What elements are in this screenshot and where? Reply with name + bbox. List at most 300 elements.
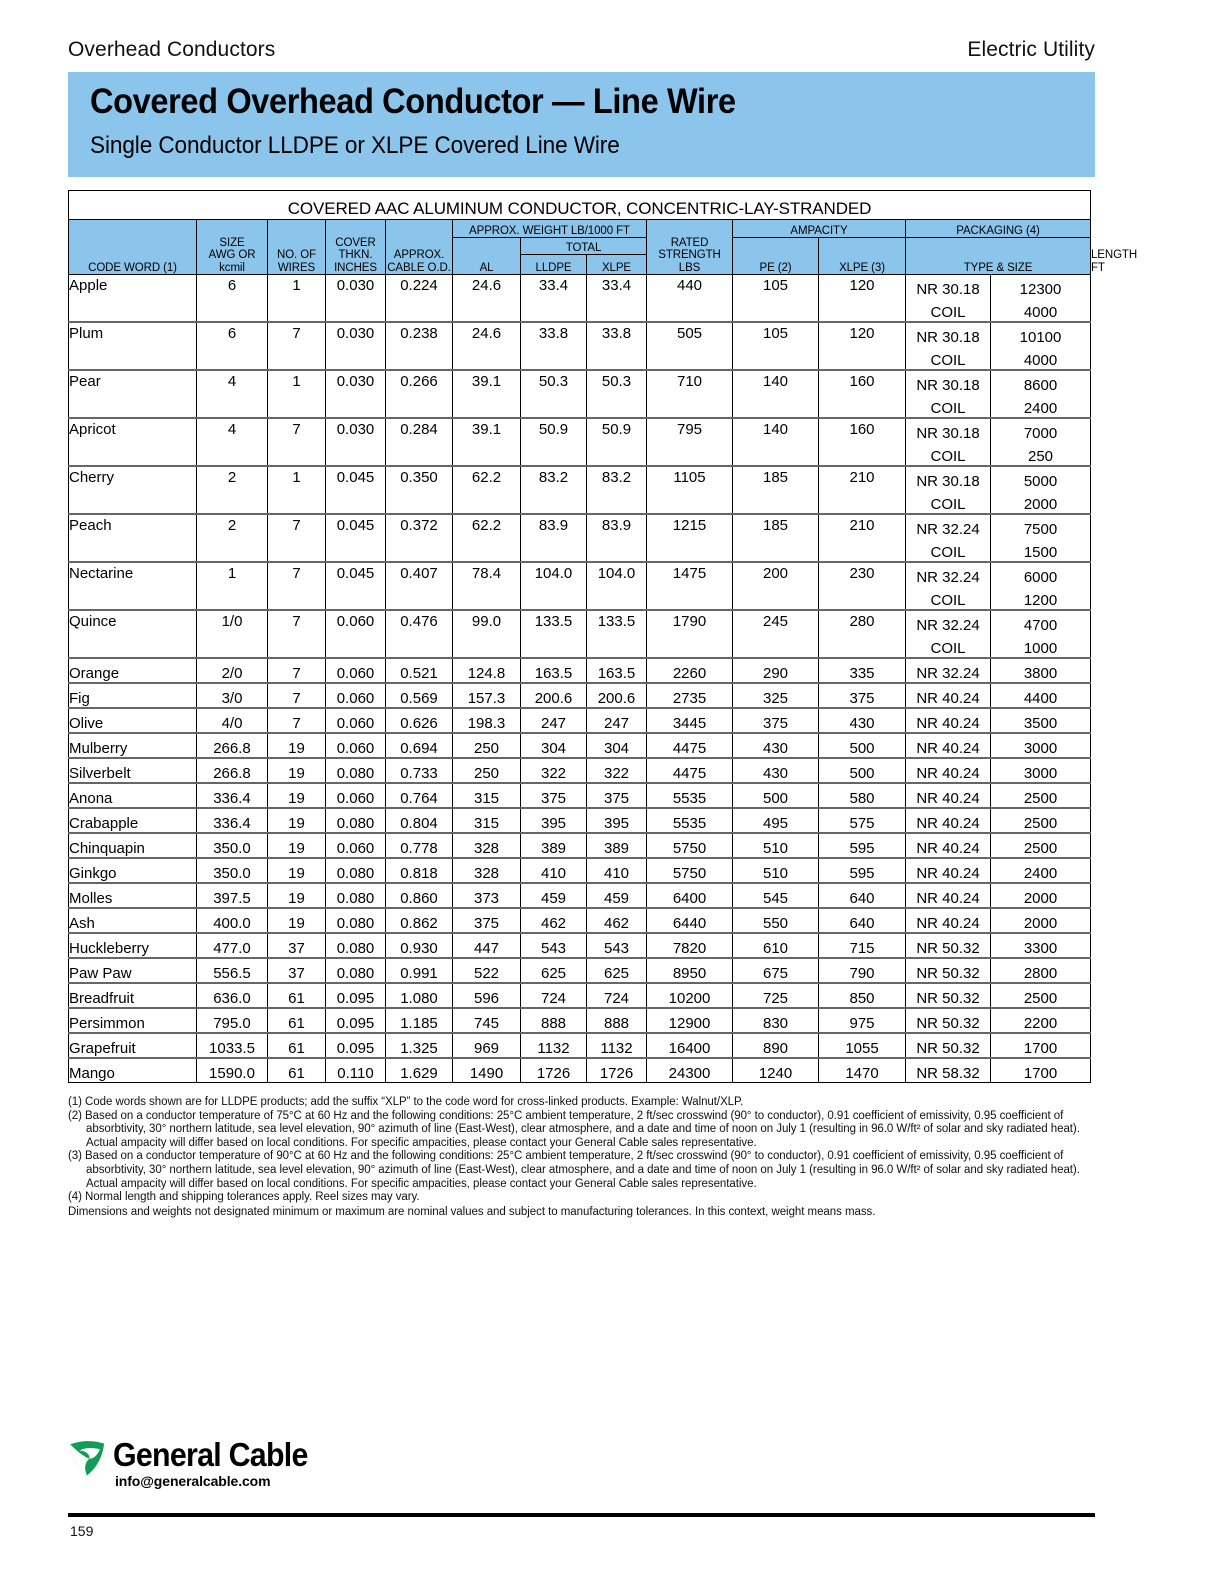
cell-strength: 795	[647, 418, 733, 466]
cell-pe: 725	[733, 983, 819, 1008]
cell-al: 124.8	[453, 658, 521, 683]
cell-xlpe-amp: 1055	[819, 1033, 906, 1058]
cell-package-type: NR 50.32	[906, 983, 991, 1008]
cell-xlpe-amp: 500	[819, 758, 906, 783]
cell-xlpe: 543	[587, 933, 647, 958]
cell-package-length: 2000	[991, 908, 1091, 933]
header-row-1	[69, 220, 1091, 238]
cell-strength: 1105	[647, 466, 733, 514]
cell-al: 596	[453, 983, 521, 1008]
cell-wires: 7	[268, 658, 326, 683]
cell-thkn: 0.030	[326, 322, 386, 370]
cell-strength: 1790	[647, 610, 733, 658]
spec-table	[68, 190, 1138, 1083]
cell-xlpe-amp: 335	[819, 658, 906, 683]
cell-package-type: NR 40.24	[906, 683, 991, 708]
cell-package-length-alt: 1000	[991, 634, 1091, 658]
cell-strength: 5535	[647, 808, 733, 833]
cell-size: 397.5	[197, 883, 268, 908]
table-row	[69, 758, 1091, 783]
cell-package-type: NR 50.32	[906, 1008, 991, 1033]
cell-strength: 5750	[647, 833, 733, 858]
cell-al: 373	[453, 883, 521, 908]
page-number: 159	[70, 1523, 94, 1539]
cell-xlpe-amp: 210	[819, 514, 906, 562]
col-header-size-line2: AWG OR	[208, 249, 256, 261]
cell-code-word: Anona	[69, 783, 197, 808]
table-row	[69, 658, 1091, 683]
cell-size: 556.5	[197, 958, 268, 983]
cell-xlpe: 200.6	[587, 683, 647, 708]
cell-strength: 710	[647, 370, 733, 418]
cell-strength: 12900	[647, 1008, 733, 1033]
cell-strength: 5750	[647, 858, 733, 883]
cell-pe: 290	[733, 658, 819, 683]
cell-od: 0.804	[386, 808, 453, 833]
cell-thkn: 0.095	[326, 983, 386, 1008]
cell-package-length: 2500	[991, 833, 1091, 858]
cell-wires: 7	[268, 562, 326, 610]
cell-xlpe: 1132	[587, 1033, 647, 1058]
cell-wires: 19	[268, 783, 326, 808]
cell-al: 157.3	[453, 683, 521, 708]
table-row	[69, 466, 1091, 490]
footnote-disclaimer: Dimensions and weights not designated minimum or maximum are nominal values and subject to manufacturing tolerances. In this context, weight means mass.	[68, 1205, 876, 1218]
cell-thkn: 0.080	[326, 858, 386, 883]
footnotes	[68, 1096, 1098, 1219]
cell-wires: 19	[268, 808, 326, 833]
cell-strength: 4475	[647, 733, 733, 758]
col-header-strength-line1: RATED	[670, 236, 709, 249]
cell-package-length: 2500	[991, 783, 1091, 808]
cell-od: 0.733	[386, 758, 453, 783]
cell-pe: 675	[733, 958, 819, 983]
cell-al: 328	[453, 858, 521, 883]
cell-size: 336.4	[197, 783, 268, 808]
cell-package-length: 2500	[991, 983, 1091, 1008]
cell-wires: 19	[268, 908, 326, 933]
cell-wires: 19	[268, 883, 326, 908]
cell-xlpe: 462	[587, 908, 647, 933]
cell-wires: 37	[268, 933, 326, 958]
col-header-type-size: TYPE & SIZE	[906, 238, 1091, 275]
running-head-left: Overhead Conductors	[68, 38, 276, 61]
cell-al: 375	[453, 908, 521, 933]
cell-lldpe: 33.8	[521, 322, 587, 370]
cell-xlpe-amp: 375	[819, 683, 906, 708]
cell-size: 1590.0	[197, 1058, 268, 1083]
cell-pe: 185	[733, 466, 819, 514]
cell-lldpe: 104.0	[521, 562, 587, 610]
cell-al: 62.2	[453, 466, 521, 514]
cell-xlpe-amp: 160	[819, 370, 906, 418]
cell-lldpe: 247	[521, 708, 587, 733]
cell-package-length: 6000	[991, 562, 1091, 586]
cell-lldpe: 83.2	[521, 466, 587, 514]
cell-size: 266.8	[197, 758, 268, 783]
cell-wires: 61	[268, 1058, 326, 1083]
cell-al: 250	[453, 733, 521, 758]
table-row	[69, 983, 1091, 1008]
group-header-total: TOTAL	[521, 238, 647, 255]
cell-lldpe: 375	[521, 783, 587, 808]
cell-code-word: Fig	[69, 683, 197, 708]
cell-xlpe: 389	[587, 833, 647, 858]
cell-xlpe-amp: 850	[819, 983, 906, 1008]
cell-thkn: 0.080	[326, 908, 386, 933]
cell-pe: 495	[733, 808, 819, 833]
cell-size: 2	[197, 514, 268, 562]
cell-package-length: 10100	[991, 322, 1091, 346]
table-row	[69, 783, 1091, 808]
cell-code-word: Orange	[69, 658, 197, 683]
cell-od: 0.862	[386, 908, 453, 933]
cell-thkn: 0.060	[326, 610, 386, 658]
table-row	[69, 958, 1091, 983]
cell-xlpe-amp: 280	[819, 610, 906, 658]
cell-xlpe: 459	[587, 883, 647, 908]
table-row	[69, 933, 1091, 958]
cell-xlpe: 1726	[587, 1058, 647, 1083]
cell-package-length: 3000	[991, 733, 1091, 758]
cell-package-type: NR 30.18	[906, 275, 991, 299]
cell-lldpe: 50.3	[521, 370, 587, 418]
table-row	[69, 833, 1091, 858]
cell-pe: 510	[733, 833, 819, 858]
cell-od: 0.476	[386, 610, 453, 658]
cell-od: 0.694	[386, 733, 453, 758]
cell-package-type: NR 32.24	[906, 658, 991, 683]
cell-al: 250	[453, 758, 521, 783]
cell-code-word: Apricot	[69, 418, 197, 466]
cell-xlpe: 375	[587, 783, 647, 808]
table-row	[69, 908, 1091, 933]
col-header-pe-ampacity: PE (2)	[733, 238, 819, 275]
cell-pe: 140	[733, 370, 819, 418]
cell-al: 39.1	[453, 370, 521, 418]
cell-size: 477.0	[197, 933, 268, 958]
page-subtitle: Single Conductor LLDPE or XLPE Covered Line Wire	[90, 132, 620, 159]
cell-xlpe: 50.3	[587, 370, 647, 418]
cell-wires: 7	[268, 708, 326, 733]
cell-pe: 550	[733, 908, 819, 933]
cell-wires: 7	[268, 683, 326, 708]
cell-code-word: Molles	[69, 883, 197, 908]
col-header-thkn-line1: COVER	[335, 236, 376, 249]
cell-xlpe-amp: 430	[819, 708, 906, 733]
cell-xlpe: 625	[587, 958, 647, 983]
cell-code-word: Olive	[69, 708, 197, 733]
cell-xlpe-amp: 500	[819, 733, 906, 758]
col-header-size-line1: SIZE	[219, 236, 245, 249]
cell-size: 6	[197, 275, 268, 323]
col-header-rated-strength	[647, 220, 733, 275]
footnote-4: (4) Normal length and shipping tolerances apply. Reel sizes may vary.	[68, 1191, 420, 1204]
col-header-thkn-line3: INCHES	[334, 261, 377, 274]
cell-lldpe: 50.9	[521, 418, 587, 466]
table-row	[69, 514, 1091, 538]
table-row	[69, 418, 1091, 442]
cell-package-type: NR 40.24	[906, 808, 991, 833]
cell-lldpe: 459	[521, 883, 587, 908]
cell-lldpe: 1132	[521, 1033, 587, 1058]
cell-strength: 24300	[647, 1058, 733, 1083]
cell-pe: 510	[733, 858, 819, 883]
cell-package-type: NR 30.18	[906, 322, 991, 346]
cell-code-word: Apple	[69, 275, 197, 323]
cell-od: 0.764	[386, 783, 453, 808]
cell-xlpe: 724	[587, 983, 647, 1008]
cell-package-type: NR 32.24	[906, 610, 991, 634]
cell-size: 400.0	[197, 908, 268, 933]
cell-code-word: Persimmon	[69, 1008, 197, 1033]
cell-xlpe: 247	[587, 708, 647, 733]
spec-table-body	[69, 275, 1091, 1083]
cell-size: 3/0	[197, 683, 268, 708]
cell-xlpe: 33.4	[587, 275, 647, 323]
cell-package-type: NR 40.24	[906, 883, 991, 908]
cell-strength: 5535	[647, 783, 733, 808]
cell-od: 0.521	[386, 658, 453, 683]
cell-pe: 200	[733, 562, 819, 610]
table-row	[69, 1033, 1091, 1058]
cell-al: 1490	[453, 1058, 521, 1083]
col-header-size-line3: kcmil	[219, 261, 245, 274]
cell-wires: 19	[268, 858, 326, 883]
col-header-od-line1: APPROX.	[393, 249, 445, 261]
group-header-ampacity: AMPACITY	[733, 220, 906, 238]
col-header-strength-line3: LBS	[678, 261, 701, 274]
cell-thkn: 0.095	[326, 1008, 386, 1033]
group-header-approx-weight: APPROX. WEIGHT LB/1000 FT	[453, 220, 647, 238]
cell-thkn: 0.045	[326, 514, 386, 562]
cell-package-type-alt: COIL	[906, 442, 991, 466]
cell-xlpe: 50.9	[587, 418, 647, 466]
cell-od: 0.569	[386, 683, 453, 708]
cell-xlpe: 888	[587, 1008, 647, 1033]
cell-od: 0.778	[386, 833, 453, 858]
cell-size: 4	[197, 418, 268, 466]
cell-od: 0.224	[386, 275, 453, 323]
cell-xlpe-amp: 1470	[819, 1058, 906, 1083]
cell-wires: 19	[268, 758, 326, 783]
cell-package-type: NR 30.18	[906, 466, 991, 490]
cell-thkn: 0.080	[326, 808, 386, 833]
cell-xlpe: 83.2	[587, 466, 647, 514]
cell-xlpe: 322	[587, 758, 647, 783]
cell-wires: 19	[268, 733, 326, 758]
cell-od: 0.284	[386, 418, 453, 466]
cell-al: 39.1	[453, 418, 521, 466]
cell-xlpe: 304	[587, 733, 647, 758]
footnote-1: (1) Code words shown are for LLDPE products; add the suffix “XLP” to the code word for cross-linked products. Example: Walnut/XLP.	[68, 1096, 744, 1108]
cell-pe: 430	[733, 733, 819, 758]
cell-code-word: Cherry	[69, 466, 197, 514]
cell-al: 24.6	[453, 275, 521, 323]
cell-size: 4	[197, 370, 268, 418]
cell-package-type-alt: COIL	[906, 298, 991, 322]
cell-lldpe: 133.5	[521, 610, 587, 658]
table-row	[69, 610, 1091, 634]
cell-package-length-alt: 2400	[991, 394, 1091, 418]
cell-lldpe: 410	[521, 858, 587, 883]
cell-pe: 140	[733, 418, 819, 466]
cell-pe: 500	[733, 783, 819, 808]
cell-xlpe-amp: 715	[819, 933, 906, 958]
col-header-wires-line1: NO. OF	[276, 249, 316, 261]
cell-lldpe: 304	[521, 733, 587, 758]
col-header-cable-od	[386, 220, 453, 275]
cell-pe: 430	[733, 758, 819, 783]
cell-package-length: 2400	[991, 858, 1091, 883]
cell-od: 0.626	[386, 708, 453, 733]
cell-thkn: 0.030	[326, 370, 386, 418]
cell-package-type: NR 32.24	[906, 562, 991, 586]
cell-strength: 3445	[647, 708, 733, 733]
cell-thkn: 0.110	[326, 1058, 386, 1083]
cell-od: 0.818	[386, 858, 453, 883]
cell-xlpe: 410	[587, 858, 647, 883]
cell-al: 198.3	[453, 708, 521, 733]
cell-package-length: 2000	[991, 883, 1091, 908]
cell-strength: 6400	[647, 883, 733, 908]
cell-wires: 1	[268, 370, 326, 418]
cell-thkn: 0.080	[326, 958, 386, 983]
cell-pe: 185	[733, 514, 819, 562]
cell-od: 0.350	[386, 466, 453, 514]
cell-package-length: 4700	[991, 610, 1091, 634]
cell-xlpe-amp: 120	[819, 322, 906, 370]
brand-email: info@generalcable.com	[115, 1473, 271, 1489]
cell-package-type: NR 50.32	[906, 958, 991, 983]
table-caption: COVERED AAC ALUMINUM CONDUCTOR, CONCENTRIC-LAY-STRANDED	[69, 191, 1091, 220]
cell-strength: 8950	[647, 958, 733, 983]
cell-lldpe: 83.9	[521, 514, 587, 562]
cell-package-type-alt: COIL	[906, 490, 991, 514]
cell-package-length: 1700	[991, 1033, 1091, 1058]
cell-package-length-alt: 4000	[991, 346, 1091, 370]
cell-wires: 7	[268, 418, 326, 466]
cell-lldpe: 33.4	[521, 275, 587, 323]
cell-package-type-alt: COIL	[906, 538, 991, 562]
cell-package-length: 7000	[991, 418, 1091, 442]
cell-od: 1.080	[386, 983, 453, 1008]
cell-al: 62.2	[453, 514, 521, 562]
cell-xlpe: 83.9	[587, 514, 647, 562]
cell-thkn: 0.095	[326, 1033, 386, 1058]
running-head-right: Electric Utility	[967, 38, 1095, 61]
brand-logo-block	[68, 1438, 325, 1489]
cell-xlpe-amp: 160	[819, 418, 906, 466]
cell-wires: 7	[268, 514, 326, 562]
cell-package-length: 3000	[991, 758, 1091, 783]
cell-thkn: 0.060	[326, 833, 386, 858]
col-header-size	[197, 220, 268, 275]
table-row	[69, 883, 1091, 908]
cell-package-length: 7500	[991, 514, 1091, 538]
cell-code-word: Mulberry	[69, 733, 197, 758]
cell-xlpe-amp: 595	[819, 858, 906, 883]
cell-package-type: NR 40.24	[906, 858, 991, 883]
cell-wires: 19	[268, 833, 326, 858]
cell-wires: 37	[268, 958, 326, 983]
cell-code-word: Paw Paw	[69, 958, 197, 983]
cell-wires: 1	[268, 466, 326, 514]
cell-od: 0.860	[386, 883, 453, 908]
cell-wires: 7	[268, 610, 326, 658]
cell-size: 350.0	[197, 858, 268, 883]
cell-thkn: 0.045	[326, 466, 386, 514]
cell-code-word: Breadfruit	[69, 983, 197, 1008]
cell-size: 336.4	[197, 808, 268, 833]
cell-package-type: NR 32.24	[906, 514, 991, 538]
cell-pe: 325	[733, 683, 819, 708]
cell-xlpe-amp: 575	[819, 808, 906, 833]
cell-code-word: Quince	[69, 610, 197, 658]
table-row	[69, 733, 1091, 758]
cell-package-length-alt: 1200	[991, 586, 1091, 610]
cell-strength: 16400	[647, 1033, 733, 1058]
cell-code-word: Ash	[69, 908, 197, 933]
col-header-code-word: CODE WORD (1)	[69, 220, 197, 275]
cell-code-word: Mango	[69, 1058, 197, 1083]
cell-package-length: 4400	[991, 683, 1091, 708]
cell-al: 78.4	[453, 562, 521, 610]
cell-package-type: NR 50.32	[906, 1033, 991, 1058]
cell-od: 1.325	[386, 1033, 453, 1058]
cell-strength: 1475	[647, 562, 733, 610]
cell-code-word: Peach	[69, 514, 197, 562]
cell-size: 2	[197, 466, 268, 514]
table-row	[69, 275, 1091, 299]
cell-thkn: 0.060	[326, 683, 386, 708]
table-row	[69, 858, 1091, 883]
cell-lldpe: 163.5	[521, 658, 587, 683]
cell-strength: 505	[647, 322, 733, 370]
cell-code-word: Plum	[69, 322, 197, 370]
title-banner	[68, 72, 1095, 177]
cell-package-length: 1700	[991, 1058, 1091, 1083]
cell-xlpe: 395	[587, 808, 647, 833]
brand-text-wrap	[113, 1438, 325, 1489]
cell-pe: 375	[733, 708, 819, 733]
cell-size: 1033.5	[197, 1033, 268, 1058]
cell-xlpe-amp: 210	[819, 466, 906, 514]
table-row	[69, 683, 1091, 708]
cell-strength: 10200	[647, 983, 733, 1008]
cell-xlpe: 33.8	[587, 322, 647, 370]
cell-od: 0.407	[386, 562, 453, 610]
cell-thkn: 0.080	[326, 883, 386, 908]
cell-strength: 2260	[647, 658, 733, 683]
cell-al: 447	[453, 933, 521, 958]
col-header-cover-thickness	[326, 220, 386, 275]
cell-package-type-alt: COIL	[906, 394, 991, 418]
col-header-xlpe-weight: XLPE	[587, 255, 647, 275]
cell-code-word: Nectarine	[69, 562, 197, 610]
footnote-2: (2) Based on a conductor temperature of 75°C at 60 Hz and the following conditions: 25°C ambient temperature, 2 ft/sec crosswind (90° to conductor), 0.91 coefficient of emissivity, 0.95 coefficient of absorbtivity, 30° northern latitude, sea level elevation, 90° azimuth of line (East-West), clear atmosphere, and a date and time of noon on July 1 (resulting in 96.0 W/ft² of solar and sky radiated heat). Actual ampacity will differ based on local conditions. For specific ampacities, please contact your General Cable sales representative.	[68, 1109, 1080, 1149]
col-header-wires-line2: WIRES	[277, 261, 316, 274]
table-row	[69, 562, 1091, 586]
page-title: Covered Overhead Conductor — Line Wire	[90, 82, 736, 121]
cell-package-type: NR 58.32	[906, 1058, 991, 1083]
cell-package-type: NR 40.24	[906, 833, 991, 858]
cell-od: 0.991	[386, 958, 453, 983]
cell-od: 1.185	[386, 1008, 453, 1033]
cell-package-type: NR 30.18	[906, 370, 991, 394]
cell-od: 0.238	[386, 322, 453, 370]
cell-package-length: 2800	[991, 958, 1091, 983]
